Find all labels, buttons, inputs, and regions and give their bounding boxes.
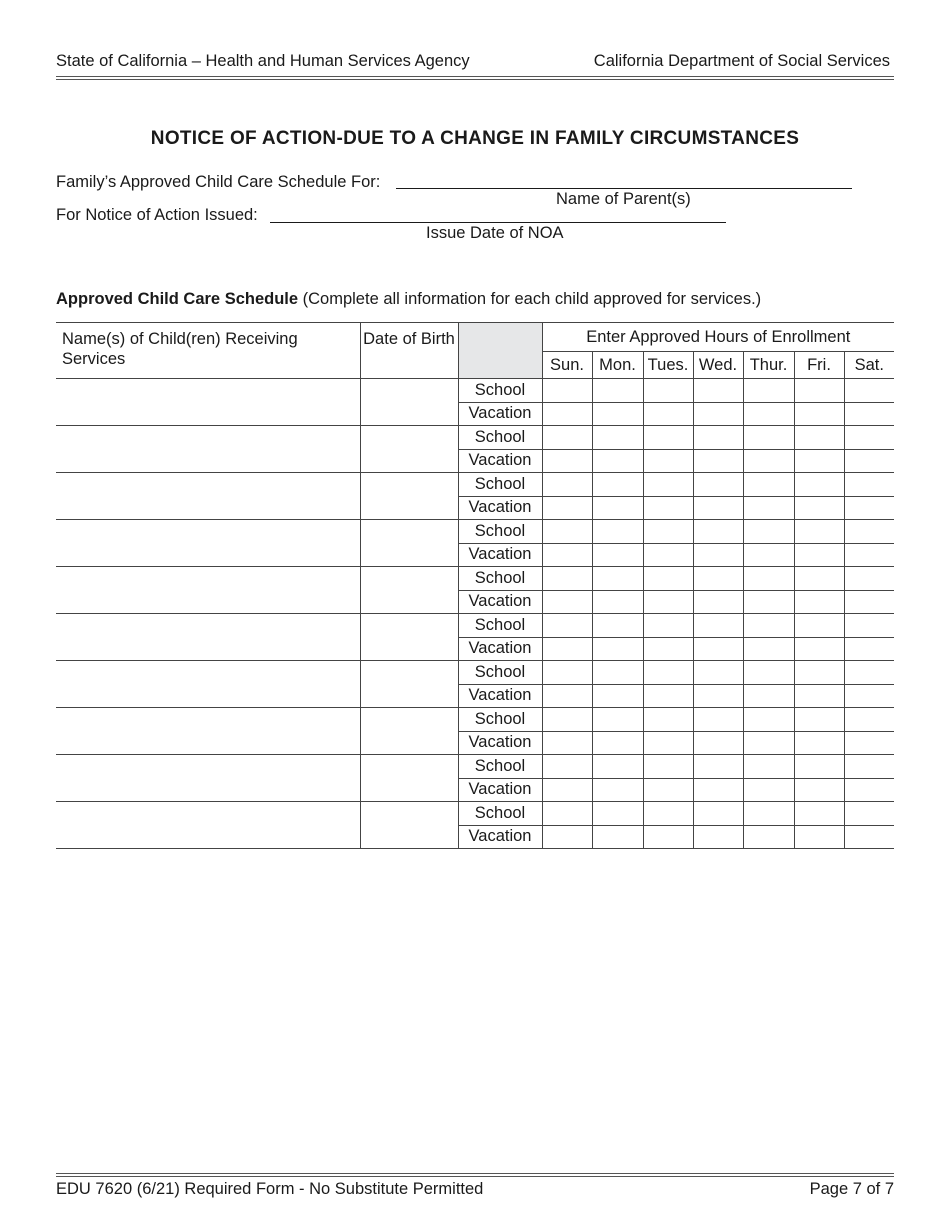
child-dob-cell[interactable] — [360, 567, 458, 614]
table-row — [56, 567, 894, 591]
hours-cell-thu[interactable] — [743, 426, 794, 450]
hours-cell-sat[interactable] — [844, 778, 894, 802]
hours-cell-sun[interactable] — [542, 778, 592, 802]
hours-cell-fri[interactable] — [794, 661, 844, 685]
hours-cell-tue[interactable] — [643, 731, 693, 755]
child-dob-cell[interactable] — [360, 473, 458, 520]
child-dob-cell[interactable] — [360, 708, 458, 755]
child-dob-cell[interactable] — [360, 426, 458, 473]
hours-cell-sun[interactable] — [542, 402, 592, 426]
hours-cell-tue[interactable] — [643, 755, 693, 779]
period-label-vacation: Vacation — [458, 543, 542, 567]
child-dob-cell[interactable] — [360, 379, 458, 426]
hours-cell-sat[interactable] — [844, 684, 894, 708]
hours-cell-sat[interactable] — [844, 520, 894, 544]
hours-cell-fri[interactable] — [794, 379, 844, 403]
hours-cell-thu[interactable] — [743, 802, 794, 826]
child-name-cell[interactable] — [56, 614, 360, 661]
hours-cell-mon[interactable] — [592, 590, 643, 614]
hours-cell-wed[interactable] — [693, 778, 743, 802]
day-header-thu: Thur. — [743, 352, 794, 379]
hours-cell-fri[interactable] — [794, 543, 844, 567]
period-label-school: School — [458, 473, 542, 497]
hours-cell-fri[interactable] — [794, 496, 844, 520]
day-header-wed: Wed. — [693, 352, 743, 379]
hours-cell-wed[interactable] — [693, 473, 743, 497]
col-header-hours: Enter Approved Hours of Enrollment — [542, 323, 894, 352]
hours-cell-sat[interactable] — [844, 590, 894, 614]
hours-cell-mon[interactable] — [592, 778, 643, 802]
hours-cell-tue[interactable] — [643, 661, 693, 685]
hours-cell-tue[interactable] — [643, 449, 693, 473]
form-title: NOTICE OF ACTION-DUE TO A CHANGE IN FAMILY CIRCUMSTANCES — [150, 128, 800, 149]
hours-cell-wed[interactable] — [693, 590, 743, 614]
child-name-cell[interactable] — [56, 520, 360, 567]
child-dob-cell[interactable] — [360, 802, 458, 849]
hours-cell-sat[interactable] — [844, 614, 894, 638]
hours-cell-fri[interactable] — [794, 708, 844, 732]
hours-cell-fri[interactable] — [794, 802, 844, 826]
hours-cell-mon[interactable] — [592, 802, 643, 826]
hours-cell-tue[interactable] — [643, 637, 693, 661]
hours-cell-sun[interactable] — [542, 614, 592, 638]
day-header-mon: Mon. — [592, 352, 643, 379]
hours-cell-thu[interactable] — [743, 496, 794, 520]
hours-cell-wed[interactable] — [693, 825, 743, 849]
period-label-school: School — [458, 426, 542, 450]
hours-cell-tue[interactable] — [643, 543, 693, 567]
form-number: EDU 7620 (6/21) Required Form - No Substitute Permitted — [56, 1180, 484, 1198]
hours-cell-fri[interactable] — [794, 473, 844, 497]
hours-cell-fri[interactable] — [794, 520, 844, 544]
period-label-school: School — [458, 614, 542, 638]
hours-cell-fri[interactable] — [794, 825, 844, 849]
hours-cell-mon[interactable] — [592, 731, 643, 755]
hours-cell-sat[interactable] — [844, 637, 894, 661]
period-label-school: School — [458, 708, 542, 732]
table-row — [56, 661, 894, 685]
hours-cell-mon[interactable] — [592, 684, 643, 708]
child-name-cell[interactable] — [56, 708, 360, 755]
hours-cell-thu[interactable] — [743, 449, 794, 473]
hours-cell-sat[interactable] — [844, 426, 894, 450]
hours-cell-fri[interactable] — [794, 449, 844, 473]
noa-date-field[interactable] — [270, 222, 726, 223]
hours-cell-sun[interactable] — [542, 379, 592, 403]
child-dob-cell[interactable] — [360, 661, 458, 708]
table-row — [56, 802, 894, 826]
hours-cell-wed[interactable] — [693, 379, 743, 403]
hours-cell-sun[interactable] — [542, 637, 592, 661]
hours-cell-mon[interactable] — [592, 614, 643, 638]
hours-cell-sun[interactable] — [542, 684, 592, 708]
hours-cell-sat[interactable] — [844, 496, 894, 520]
hours-cell-sat[interactable] — [844, 825, 894, 849]
hours-cell-mon[interactable] — [592, 379, 643, 403]
hours-cell-mon[interactable] — [592, 543, 643, 567]
hours-cell-sat[interactable] — [844, 567, 894, 591]
table-row — [56, 379, 894, 403]
day-header-tue: Tues. — [643, 352, 693, 379]
hours-cell-wed[interactable] — [693, 684, 743, 708]
hours-cell-mon[interactable] — [592, 567, 643, 591]
table-row — [56, 755, 894, 779]
hours-cell-tue[interactable] — [643, 614, 693, 638]
hours-cell-thu[interactable] — [743, 637, 794, 661]
noa-issued-label: For Notice of Action Issued: — [56, 206, 258, 224]
hours-cell-thu[interactable] — [743, 614, 794, 638]
hours-cell-wed[interactable] — [693, 402, 743, 426]
hours-cell-fri[interactable] — [794, 426, 844, 450]
hours-cell-wed[interactable] — [693, 802, 743, 826]
hours-cell-fri[interactable] — [794, 637, 844, 661]
period-label-vacation: Vacation — [458, 825, 542, 849]
hours-cell-fri[interactable] — [794, 755, 844, 779]
table-row — [56, 426, 894, 450]
hours-cell-thu[interactable] — [743, 402, 794, 426]
col-header-child-name: Name(s) of Child(ren) Receiving Services — [56, 323, 360, 379]
child-name-cell[interactable] — [56, 473, 360, 520]
hours-cell-sun[interactable] — [542, 802, 592, 826]
hours-cell-sat[interactable] — [844, 473, 894, 497]
schedule-heading-note: (Complete all information for each child approved for services.) — [298, 290, 762, 308]
period-label-vacation: Vacation — [458, 402, 542, 426]
table-row — [56, 614, 894, 638]
hours-cell-sun[interactable] — [542, 731, 592, 755]
hours-cell-mon[interactable] — [592, 496, 643, 520]
hours-cell-thu[interactable] — [743, 778, 794, 802]
col-header-period — [458, 323, 542, 379]
child-dob-cell[interactable] — [360, 614, 458, 661]
hours-cell-thu[interactable] — [743, 661, 794, 685]
hours-cell-thu[interactable] — [743, 731, 794, 755]
hours-cell-mon[interactable] — [592, 637, 643, 661]
hours-cell-wed[interactable] — [693, 731, 743, 755]
period-label-vacation: Vacation — [458, 590, 542, 614]
hours-cell-wed[interactable] — [693, 708, 743, 732]
hours-cell-tue[interactable] — [643, 520, 693, 544]
hours-cell-sun[interactable] — [542, 825, 592, 849]
hours-cell-thu[interactable] — [743, 755, 794, 779]
hours-cell-tue[interactable] — [643, 684, 693, 708]
table-row — [56, 520, 894, 544]
agency-name: State of California – Health and Human Services Agency — [56, 52, 470, 70]
hours-cell-sat[interactable] — [844, 402, 894, 426]
hours-cell-wed[interactable] — [693, 755, 743, 779]
hours-cell-sat[interactable] — [844, 731, 894, 755]
footer-rule-bottom — [56, 1176, 894, 1177]
hours-cell-mon[interactable] — [592, 520, 643, 544]
hours-cell-fri[interactable] — [794, 402, 844, 426]
hours-cell-sat[interactable] — [844, 708, 894, 732]
hours-cell-tue[interactable] — [643, 402, 693, 426]
hours-cell-tue[interactable] — [643, 567, 693, 591]
period-label-school: School — [458, 755, 542, 779]
hours-cell-wed[interactable] — [693, 661, 743, 685]
hours-cell-wed[interactable] — [693, 426, 743, 450]
hours-cell-fri[interactable] — [794, 731, 844, 755]
hours-cell-sun[interactable] — [542, 449, 592, 473]
hours-cell-sun[interactable] — [542, 520, 592, 544]
header-rule-top — [56, 76, 894, 77]
hours-cell-fri[interactable] — [794, 684, 844, 708]
hours-cell-mon[interactable] — [592, 661, 643, 685]
child-name-cell[interactable] — [56, 802, 360, 849]
parent-name-caption: Name of Parent(s) — [556, 190, 691, 208]
period-label-school: School — [458, 802, 542, 826]
hours-cell-wed[interactable] — [693, 449, 743, 473]
hours-cell-mon[interactable] — [592, 402, 643, 426]
period-label-school: School — [458, 567, 542, 591]
hours-cell-thu[interactable] — [743, 473, 794, 497]
hours-cell-tue[interactable] — [643, 708, 693, 732]
col-header-dob: Date of Birth — [360, 323, 458, 379]
period-label-vacation: Vacation — [458, 449, 542, 473]
hours-cell-sat[interactable] — [844, 661, 894, 685]
child-name-cell[interactable] — [56, 426, 360, 473]
table-row — [56, 708, 894, 732]
period-label-school: School — [458, 520, 542, 544]
hours-cell-mon[interactable] — [592, 825, 643, 849]
day-header-fri: Fri. — [794, 352, 844, 379]
hours-cell-tue[interactable] — [643, 426, 693, 450]
schedule-heading-bold: Approved Child Care Schedule — [56, 290, 299, 308]
hours-cell-mon[interactable] — [592, 449, 643, 473]
hours-cell-mon[interactable] — [592, 708, 643, 732]
hours-cell-thu[interactable] — [743, 590, 794, 614]
hours-cell-sat[interactable] — [844, 802, 894, 826]
parent-name-field[interactable] — [396, 188, 852, 189]
child-name-cell[interactable] — [56, 755, 360, 802]
hours-cell-thu[interactable] — [743, 684, 794, 708]
child-dob-cell[interactable] — [360, 755, 458, 802]
period-label-vacation: Vacation — [458, 731, 542, 755]
hours-cell-thu[interactable] — [743, 520, 794, 544]
hours-cell-thu[interactable] — [743, 567, 794, 591]
child-dob-cell[interactable] — [360, 520, 458, 567]
period-label-school: School — [458, 379, 542, 403]
child-name-cell[interactable] — [56, 661, 360, 708]
child-name-cell[interactable] — [56, 379, 360, 426]
hours-cell-wed[interactable] — [693, 637, 743, 661]
schedule-heading — [56, 290, 761, 309]
page-number: Page 7 of 7 — [809, 1180, 894, 1198]
hours-cell-mon[interactable] — [592, 426, 643, 450]
period-label-school: School — [458, 661, 542, 685]
schedule-for-label: Family’s Approved Child Care Schedule For: — [56, 173, 381, 191]
schedule-body — [56, 379, 894, 849]
hours-cell-mon[interactable] — [592, 473, 643, 497]
hours-cell-wed[interactable] — [693, 543, 743, 567]
hours-cell-fri[interactable] — [794, 614, 844, 638]
hours-cell-sun[interactable] — [542, 473, 592, 497]
hours-cell-sun[interactable] — [542, 755, 592, 779]
hours-cell-sat[interactable] — [844, 543, 894, 567]
hours-cell-fri[interactable] — [794, 778, 844, 802]
hours-cell-fri[interactable] — [794, 567, 844, 591]
period-label-vacation: Vacation — [458, 496, 542, 520]
hours-cell-wed[interactable] — [693, 614, 743, 638]
period-label-vacation: Vacation — [458, 684, 542, 708]
day-header-sun: Sun. — [542, 352, 592, 379]
hours-cell-tue[interactable] — [643, 778, 693, 802]
department-name: California Department of Social Services — [593, 52, 890, 70]
day-header-sat: Sat. — [844, 352, 894, 379]
hours-cell-sun[interactable] — [542, 567, 592, 591]
hours-cell-thu[interactable] — [743, 543, 794, 567]
hours-cell-tue[interactable] — [643, 473, 693, 497]
hours-cell-sun[interactable] — [542, 661, 592, 685]
hours-cell-wed[interactable] — [693, 520, 743, 544]
schedule-table — [56, 322, 894, 849]
hours-cell-wed[interactable] — [693, 567, 743, 591]
table-row — [56, 473, 894, 497]
hours-cell-tue[interactable] — [643, 496, 693, 520]
hours-cell-sat[interactable] — [844, 755, 894, 779]
hours-cell-wed[interactable] — [693, 496, 743, 520]
noa-date-caption: Issue Date of NOA — [426, 224, 564, 242]
hours-cell-sun[interactable] — [542, 708, 592, 732]
period-label-vacation: Vacation — [458, 637, 542, 661]
footer-rule-top — [56, 1173, 894, 1174]
hours-cell-sat[interactable] — [844, 379, 894, 403]
hours-cell-thu[interactable] — [743, 379, 794, 403]
period-label-vacation: Vacation — [458, 778, 542, 802]
hours-cell-mon[interactable] — [592, 755, 643, 779]
hours-cell-thu[interactable] — [743, 708, 794, 732]
hours-cell-sun[interactable] — [542, 426, 592, 450]
hours-cell-tue[interactable] — [643, 379, 693, 403]
hours-cell-fri[interactable] — [794, 590, 844, 614]
child-name-cell[interactable] — [56, 567, 360, 614]
header-rule-bottom — [56, 79, 894, 80]
hours-cell-sun[interactable] — [542, 543, 592, 567]
hours-cell-sat[interactable] — [844, 449, 894, 473]
hours-cell-sun[interactable] — [542, 590, 592, 614]
hours-cell-thu[interactable] — [743, 825, 794, 849]
hours-cell-tue[interactable] — [643, 825, 693, 849]
hours-cell-sun[interactable] — [542, 496, 592, 520]
hours-cell-tue[interactable] — [643, 590, 693, 614]
hours-cell-tue[interactable] — [643, 802, 693, 826]
